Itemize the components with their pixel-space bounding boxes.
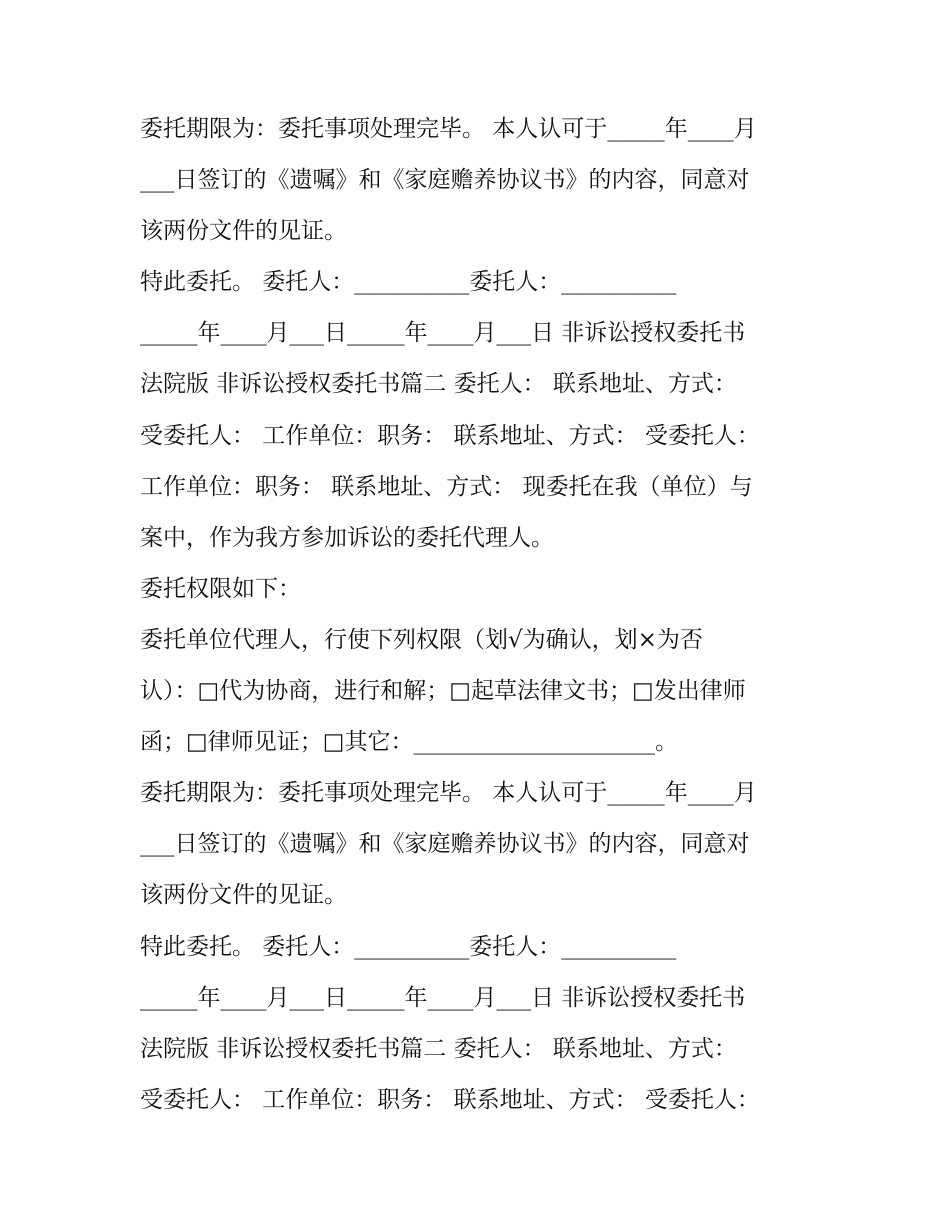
text-line: 案中，作为我方参加诉讼的委托代理人。 <box>140 524 554 551</box>
text-line: 法院版 非诉讼授权委托书篇二 委托人： 联系地址、方式： <box>140 1035 737 1062</box>
text-line: 特此委托。 委托人：__________委托人：__________ <box>140 269 677 296</box>
text-line: 该两份文件的见证。 <box>140 882 347 909</box>
text-line: 受委托人： 工作单位：职务： 联系地址、方式： 受委托人： <box>140 1086 760 1113</box>
text-line: ___日签订的《遗嘱》和《家庭赡养协议书》的内容，同意对 <box>140 831 750 858</box>
text-line: 该两份文件的见证。 <box>140 218 347 245</box>
text-line: 特此委托。 委托人：__________委托人：__________ <box>140 933 677 960</box>
text-line: 委托单位代理人，行使下列权限（划√为确认，划×为否 <box>140 626 703 653</box>
text-line: 委托期限为：委托事项处理完毕。 本人认可于_____年____月 <box>140 780 757 807</box>
document-body <box>140 104 820 1126</box>
text-line: 认）：□代为协商，进行和解；□起草法律文书；□发出律师 <box>140 678 746 705</box>
text-line: _____年____月___日_____年____月___日 非诉讼授权委托书 <box>140 320 746 347</box>
text-line: 法院版 非诉讼授权委托书篇二 委托人： 联系地址、方式： <box>140 371 737 398</box>
text-line: 函；□律师见证；□其它：_____________________。 <box>140 729 678 756</box>
text-line: _____年____月___日_____年____月___日 非诉讼授权委托书 <box>140 984 746 1011</box>
text-line: 委托期限为：委托事项处理完毕。 本人认可于_____年____月 <box>140 116 757 142</box>
text-line: ___日签订的《遗嘱》和《家庭赡养协议书》的内容，同意对 <box>140 167 750 194</box>
text-line: 委托权限如下： <box>140 575 301 602</box>
text-line: 受委托人： 工作单位：职务： 联系地址、方式： 受委托人： <box>140 422 760 449</box>
text-line: 工作单位：职务： 联系地址、方式： 现委托在我（单位）与 <box>140 473 753 500</box>
